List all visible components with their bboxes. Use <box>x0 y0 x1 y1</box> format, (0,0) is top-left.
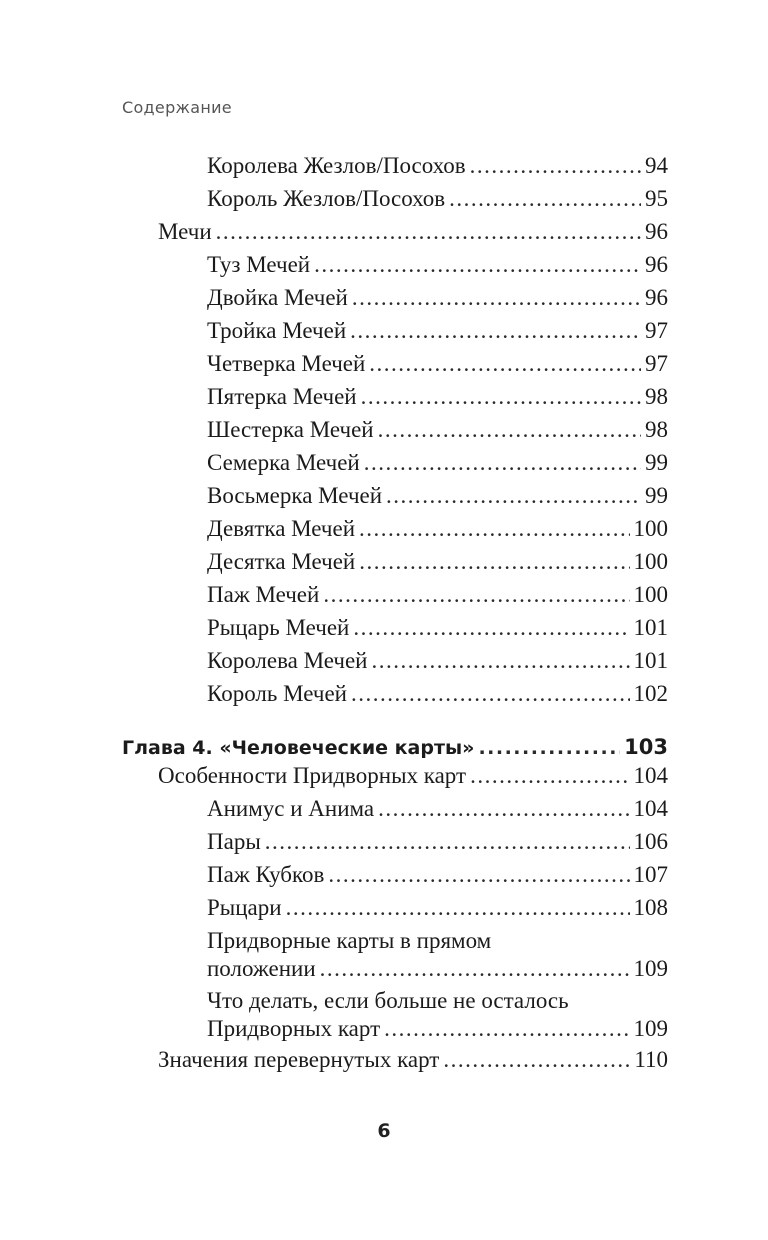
toc-entry-page: 109 <box>633 1016 668 1041</box>
toc-entry-title: Королева Мечей <box>207 648 368 673</box>
toc-entry-page: 97 <box>645 351 668 376</box>
toc-dot-leader <box>350 317 641 345</box>
toc-entry-title: Особенности Придворных карт <box>158 763 467 788</box>
toc-dot-leader <box>371 647 629 675</box>
toc-entry-page: 109 <box>633 956 668 981</box>
toc-entry-title: Король Мечей <box>207 681 347 706</box>
toc-entry <box>207 383 668 411</box>
toc-entry <box>207 416 668 444</box>
toc-entry <box>207 251 668 279</box>
toc-dot-leader <box>364 449 641 477</box>
toc-dot-leader <box>470 152 641 180</box>
toc-dot-leader <box>449 185 641 213</box>
toc-dot-leader <box>353 614 629 642</box>
toc-dot-leader <box>320 955 630 983</box>
toc-entry-page: 99 <box>645 450 668 475</box>
toc-entry-title: Семерка Мечей <box>207 450 360 475</box>
toc-dot-leader <box>359 548 629 576</box>
toc-entry <box>207 861 668 889</box>
toc-entry-page: 95 <box>645 186 668 211</box>
toc-dot-leader <box>470 762 629 790</box>
toc-entry-page: 101 <box>633 615 668 640</box>
toc-entry <box>207 284 668 312</box>
page-number: 6 <box>377 1120 391 1142</box>
toc-entry-title: Король Жезлов/Посохов <box>207 186 446 211</box>
toc-dot-leader <box>384 1015 629 1043</box>
toc-dot-leader <box>359 515 629 543</box>
toc-entry-page: 100 <box>633 516 668 541</box>
toc-entry-page: 110 <box>634 1047 668 1072</box>
toc-dot-leader <box>378 795 629 823</box>
toc-entry-page: 100 <box>633 549 668 574</box>
toc-entry-title: Тройка Мечей <box>207 318 347 343</box>
toc-entry <box>207 1015 668 1043</box>
toc-entry-page: 101 <box>633 648 668 673</box>
toc-dot-leader <box>443 1046 630 1074</box>
toc-entry-page: 104 <box>633 796 668 821</box>
toc-dot-leader <box>478 734 620 762</box>
toc-section <box>158 218 668 246</box>
toc-entry <box>207 647 668 675</box>
toc-entry-title: Придворных карт <box>207 1016 381 1041</box>
toc-dot-leader <box>378 416 641 444</box>
toc-dot-leader <box>351 680 630 708</box>
toc-entry-title: положении <box>207 956 316 981</box>
toc-entry <box>207 795 668 823</box>
toc-entry-page: 97 <box>645 318 668 343</box>
toc-entry-page: 94 <box>645 153 668 178</box>
toc-entry-title: Пятерка Мечей <box>207 384 357 409</box>
toc-dot-leader <box>323 581 629 609</box>
toc-chapter-title: Глава 4. «Человеческие карты» <box>122 737 475 759</box>
toc-entry <box>207 317 668 345</box>
toc-entry-title-line1: Придворные карты в прямом <box>207 928 492 953</box>
toc-dot-leader <box>386 482 641 510</box>
toc-dot-leader <box>265 828 630 856</box>
toc-entry-title: Анимус и Анима <box>207 796 375 821</box>
toc-entry-title: Паж Кубков <box>207 862 325 887</box>
toc-dot-leader <box>369 350 641 378</box>
toc-entry-page: 108 <box>633 895 668 920</box>
toc-entry-title-line1: Что делать, если больше не осталось <box>207 988 569 1013</box>
toc-entry <box>207 828 668 856</box>
toc-entry-page: 96 <box>645 285 668 310</box>
toc-entry <box>207 152 668 180</box>
toc-entry-title: Значения перевернутых карт <box>158 1047 440 1072</box>
toc-entry-page: 96 <box>645 219 668 244</box>
toc-entry-title: Двойка Мечей <box>207 285 348 310</box>
toc-entry-page: 104 <box>633 763 668 788</box>
toc-entry-title: Шестерка Мечей <box>207 417 374 442</box>
toc-entry <box>207 515 668 543</box>
toc-entry-title: Пары <box>207 829 261 854</box>
toc-entry-title: Мечи <box>158 219 212 244</box>
toc-section <box>158 762 668 790</box>
toc-entry-page: 96 <box>645 252 668 277</box>
toc-entry <box>207 482 668 510</box>
toc-entry-page: 98 <box>645 384 668 409</box>
toc-entry-title: Девятка Мечей <box>207 516 356 541</box>
toc-entry <box>207 449 668 477</box>
toc-entry <box>207 894 668 922</box>
toc-dot-leader <box>328 861 629 889</box>
toc-entry <box>207 350 668 378</box>
toc-entry-page: 107 <box>633 862 668 887</box>
toc-entry-title: Десятка Мечей <box>207 549 356 574</box>
toc-dot-leader <box>286 894 630 922</box>
toc-chapter-page: 103 <box>624 735 668 759</box>
toc-entry-title: Рыцари <box>207 895 282 920</box>
toc-section <box>158 1046 668 1074</box>
toc-entry-title: Королева Жезлов/Посохов <box>207 153 466 178</box>
toc-entry-title: Туз Мечей <box>207 252 311 277</box>
toc-entry <box>207 955 668 983</box>
toc-entry-title: Четверка Мечей <box>207 351 366 376</box>
toc-dot-leader <box>216 218 641 246</box>
toc-entry <box>207 614 668 642</box>
toc-entry-page: 106 <box>633 829 668 854</box>
toc-entry-page: 102 <box>633 681 668 706</box>
toc-chapter-heading <box>122 733 668 762</box>
toc-dot-leader <box>314 251 641 279</box>
toc-entry-page: 99 <box>645 483 668 508</box>
toc-entry <box>207 548 668 576</box>
toc-entry-page: 98 <box>645 417 668 442</box>
toc-entry-page: 100 <box>633 582 668 607</box>
toc-dot-leader <box>352 284 641 312</box>
toc-entry-title: Восьмерка Мечей <box>207 483 383 508</box>
running-head: Содержание <box>122 98 232 117</box>
toc-entry <box>207 581 668 609</box>
toc-entry <box>207 185 668 213</box>
toc-dot-leader <box>361 383 641 411</box>
toc-entry-title: Рыцарь Мечей <box>207 615 350 640</box>
toc-entry-title: Паж Мечей <box>207 582 320 607</box>
toc-entry <box>207 680 668 708</box>
